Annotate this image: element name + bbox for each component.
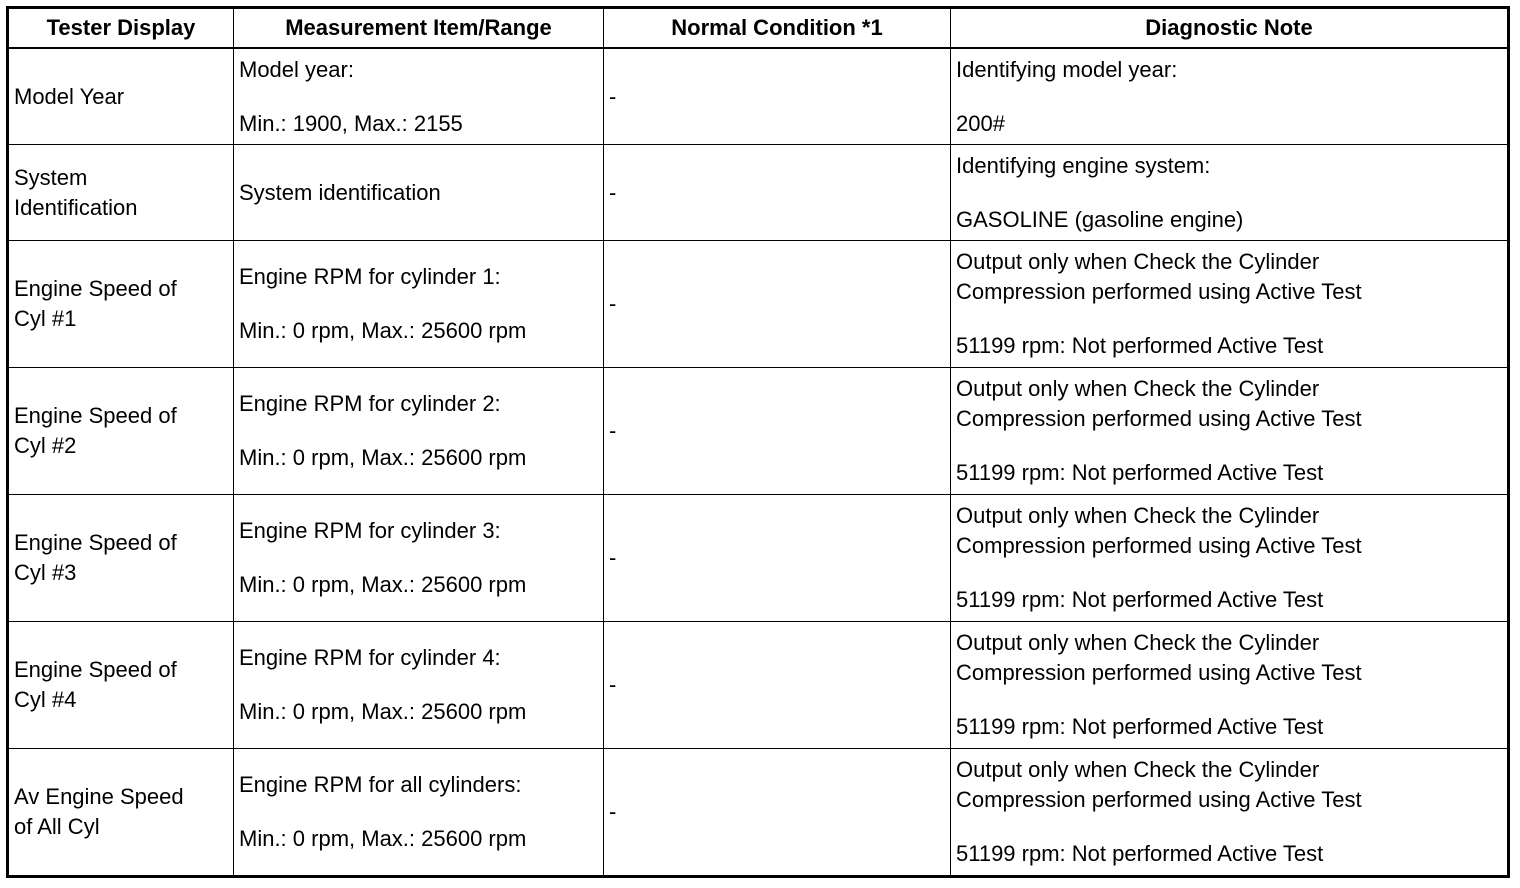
note-line: Output only when Check the Cylinder [956,249,1320,274]
note-line: 51199 rpm: Not performed Active Test [956,841,1324,866]
note-line: Compression performed using Active Test [956,406,1362,431]
normal-condition-cell: - [604,241,951,368]
table-row [8,145,1509,241]
tester-display-cell [8,622,234,749]
diagnostic-note-cell [951,48,1509,145]
note-line: Compression performed using Active Test [956,660,1362,685]
measurement-line: Min.: 1900, Max.: 2155 [239,110,463,136]
header-row [8,8,1509,49]
tester-display-line: Cyl #3 [14,560,77,585]
normal-condition-cell: - [604,48,951,145]
table-row [8,48,1509,145]
tester-display-line: Cyl #2 [14,433,77,458]
tester-display-line: Engine Speed of [14,657,177,682]
tester-display-line: System [14,164,88,190]
table-row [8,749,1509,877]
normal-condition-cell: - [604,368,951,495]
note-line: Identifying model year: [956,56,1178,82]
note-line: Compression performed using Active Test [956,533,1362,558]
header-measurement-item: Measurement Item/Range [234,8,604,49]
tester-display-line: Engine Speed of [14,403,177,428]
normal-condition-cell: - [604,749,951,877]
measurement-line: Engine RPM for cylinder 4: [239,645,501,670]
tester-display-line: Identification [14,194,138,220]
measurement-cell [234,368,604,495]
note-line: 51199 rpm: Not performed Active Test [956,714,1324,739]
measurement-cell [234,241,604,368]
measurement-line: Min.: 0 rpm, Max.: 25600 rpm [239,699,527,724]
note-line: GASOLINE (gasoline engine) [956,206,1244,232]
data-list-table [6,6,1510,878]
measurement-line: Engine RPM for cylinder 3: [239,518,501,543]
note-line: Identifying engine system: [956,152,1211,178]
tester-display-cell [8,145,234,241]
measurement-line: Engine RPM for all cylinders: [239,772,522,797]
table-row [8,622,1509,749]
note-line: Compression performed using Active Test [956,787,1362,812]
tester-display-cell [8,368,234,495]
measurement-cell [234,495,604,622]
measurement-line: Min.: 0 rpm, Max.: 25600 rpm [239,572,527,597]
note-line: 51199 rpm: Not performed Active Test [956,333,1324,358]
note-line: 51199 rpm: Not performed Active Test [956,587,1324,612]
diagnostic-note-cell [951,495,1509,622]
diagnostic-note-cell [951,241,1509,368]
measurement-line: Engine RPM for cylinder 1: [239,264,501,289]
table-row [8,368,1509,495]
tester-display-line: Cyl #1 [14,306,77,331]
tester-display-cell [8,48,234,145]
note-line: Output only when Check the Cylinder [956,630,1320,655]
tester-display-line: Engine Speed of [14,530,177,555]
table-row [8,241,1509,368]
header-diagnostic-note: Diagnostic Note [951,8,1509,49]
note-line: Compression performed using Active Test [956,279,1362,304]
header-tester-display: Tester Display [8,8,234,49]
measurement-line: System identification [239,179,441,205]
tester-display-line: Cyl #4 [14,687,77,712]
measurement-line: Engine RPM for cylinder 2: [239,391,501,416]
measurement-cell [234,622,604,749]
tester-display-cell [8,241,234,368]
note-line: 200# [956,110,1005,136]
tester-display-line: of All Cyl [14,814,100,839]
diagnostic-note-cell [951,749,1509,877]
note-line: Output only when Check the Cylinder [956,503,1320,528]
tester-display-line: Av Engine Speed [14,784,184,809]
header-normal-condition: Normal Condition *1 [604,8,951,49]
tester-display-line: Model Year [14,83,125,109]
note-line: Output only when Check the Cylinder [956,757,1320,782]
tester-display-cell [8,495,234,622]
measurement-cell [234,48,604,145]
normal-condition-cell: - [604,622,951,749]
tester-display-cell [8,749,234,877]
measurement-line: Min.: 0 rpm, Max.: 25600 rpm [239,445,527,470]
measurement-line: Min.: 0 rpm, Max.: 25600 rpm [239,826,527,851]
measurement-line: Model year: [239,56,354,82]
measurement-cell [234,145,604,241]
diagnostic-note-cell [951,622,1509,749]
measurement-cell [234,749,604,877]
measurement-line: Min.: 0 rpm, Max.: 25600 rpm [239,318,527,343]
table-row [8,495,1509,622]
normal-condition-cell: - [604,495,951,622]
note-line: 51199 rpm: Not performed Active Test [956,460,1324,485]
diagnostic-note-cell [951,145,1509,241]
diagnostic-note-cell [951,368,1509,495]
tester-display-line: Engine Speed of [14,276,177,301]
note-line: Output only when Check the Cylinder [956,376,1320,401]
normal-condition-cell: - [604,145,951,241]
